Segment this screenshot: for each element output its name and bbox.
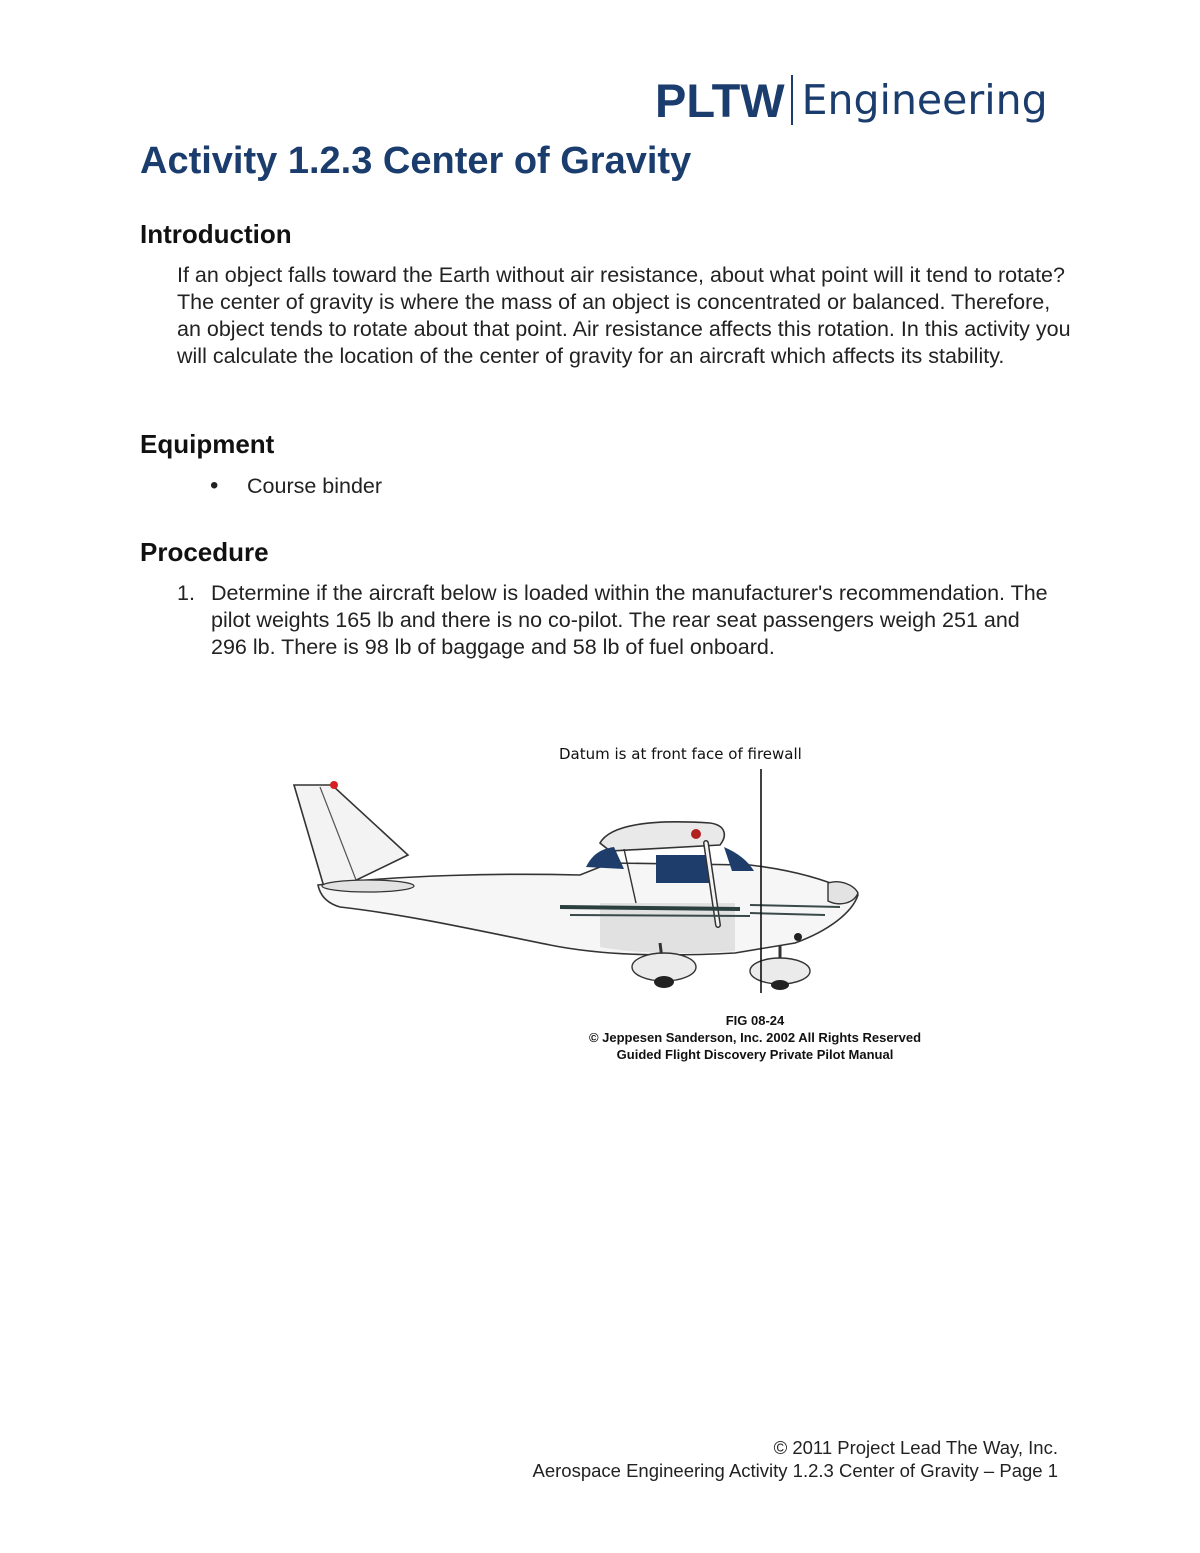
figure-number: FIG 08-24 [725, 1013, 785, 1028]
procedure-list [177, 580, 1057, 661]
figure-source: Guided Flight Discovery Private Pilot Manual [616, 1047, 894, 1062]
footer-copyright: © 2011 Project Lead The Way, Inc. [773, 1437, 1058, 1458]
tail-fin [294, 785, 408, 887]
introduction-body: If an object falls toward the Earth without air resistance, about what point will it tend to rotate? The center of gravity is where the mass of an object is concentrated or balanced. Therefore, an object tends to rotate about that point. Air resistance affects this rotation. In this activity you will calculate the location of the center of gravity for an aircraft which affects its stability. [177, 263, 1071, 368]
page-title: Activity 1.2.3 Center of Gravity [140, 140, 692, 182]
logo-divider [791, 75, 793, 125]
side-window [656, 855, 712, 883]
datum-label: Datum is at front face of firewall [559, 745, 802, 763]
procedure-heading: Procedure [140, 537, 269, 567]
footer-page-info: Aerospace Engineering Activity 1.2.3 Center of Gravity – Page 1 [532, 1460, 1058, 1481]
equipment-heading: Equipment [140, 429, 275, 459]
figure-credit [560, 1012, 950, 1063]
pltw-engineering-logo [655, 70, 1048, 130]
procedure-step-text: Determine if the aircraft below is loaded within the manufacturer's recommendation. The pilot weights 165 lb and there is no co-pilot. The rear seat passengers weigh 251 and 296 lb. There is 98 lb of baggage and 58 lb of fuel onboard. [211, 581, 1048, 659]
horizontal-stabilizer [322, 880, 414, 892]
logo-engineering-text: Engineering [801, 76, 1048, 124]
equipment-list [210, 473, 382, 500]
procedure-step-number: 1. [177, 581, 195, 605]
procedure-step [177, 580, 1057, 661]
page-footer [533, 1436, 1059, 1482]
logo-pltw-text: PLTW [655, 73, 785, 127]
introduction-heading: Introduction [140, 219, 292, 249]
figure-copyright: © Jeppesen Sanderson, Inc. 2002 All Rights Reserved [588, 1030, 922, 1045]
equipment-item: • Course binder [210, 473, 382, 500]
beacon-light [330, 781, 338, 789]
